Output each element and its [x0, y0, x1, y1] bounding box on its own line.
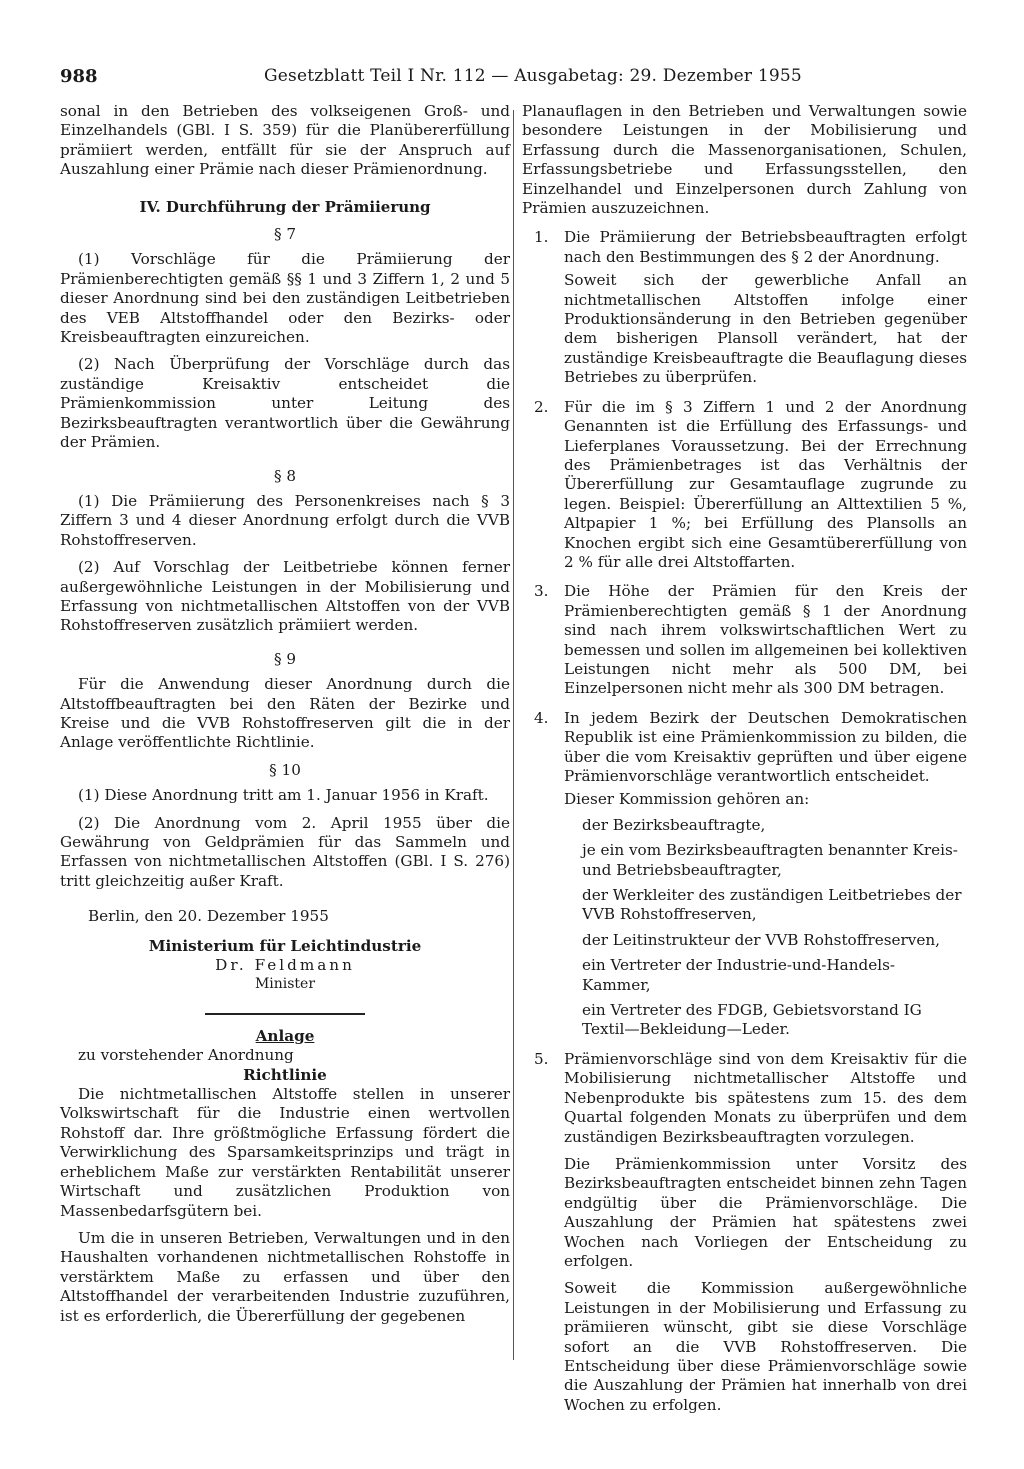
ministry-name: Ministerium für Leichtindustrie — [148, 936, 422, 955]
list-item-5 — [522, 1050, 967, 1147]
p7-abs1: (1) Vorschläge für die Prämiierung der Prämienberechtigten gemäß §§ 1 und 3 Ziffern 1, 2 und 5 dieser Anordnung sind bei den zuständigen Leitbetrieben des VEB Altstoffhandel oder den Bezirks- oder Kreisbeauftragten einzureichen. — [60, 250, 510, 347]
commission-member: der Werkleiter des zuständigen Leitbetriebes der VVB Rohstoffreserven, — [582, 886, 962, 924]
p10-abs2: (2) Die Anordnung vom 2. April 1955 über die Gewährung von Geldprämien für das Sammeln und Erfassen von nichtmetallischen Altstoffen (GBl. I S. 276) tritt gleichzeitig außer Kraft. — [60, 813, 510, 890]
right-column — [522, 102, 967, 1415]
right-intro: Planauflagen in den Betrieben und Verwaltungen sowie besondere Leistungen in der Mobilisierung und Erfassung durch die Massenorganisationen, Schulen, Erfassungsbetriebe und Erfassungsstellen, den Einzelhandel und Einzelpersonen durch Zahlung von Prämien auszuzeichnen. — [522, 102, 967, 218]
commission-member: der Bezirksbeauftragte, — [582, 815, 766, 834]
item-text: Die Prämiierung der Betriebsbeauftragten erfolgt nach den Bestimmungen des § 2 der Anordnung. — [564, 228, 967, 266]
anlage-subtitle: zu vorstehender Anordnung — [78, 1046, 294, 1065]
commission-member: der Leitinstrukteur der VVB Rohstoffreserven, — [582, 930, 940, 949]
anlage-title: Anlage — [255, 1026, 315, 1045]
commission-member: je ein vom Bezirksbeauftragten benannter Kreis- und Betriebsbeauftragter, — [582, 841, 958, 879]
p8-abs1: (1) Die Prämiierung des Personenkreises nach § 3 Ziffern 3 und 4 dieser Anordnung erfolgt durch die VVB Rohstoffreserven. — [60, 491, 510, 549]
intro-paragraph: sonal in den Betrieben des volkseigenen Groß- und Einzelhandels (GBl. I S. 359) für die Planübererfüllung prämiiert werden, entfällt für sie der Anspruch auf Auszahlung einer Prämie nach dieser Prämienordnung. — [60, 102, 510, 179]
list-item-3 — [522, 582, 967, 698]
item-number: 3. — [534, 582, 549, 601]
item-text: Die Höhe der Prämien für den Kreis der Prämienberechtigten gemäß § 1 der Anordnung sind nach ihrem volkswirtschaftlichen Wert zu bemessen und sollen im allgemeinen bei kollektiven Leistungen nicht mehr als 500 DM, bei Einzelpersonen nicht mehr als 300 DM betragen. — [564, 582, 967, 698]
column-divider — [513, 110, 514, 1360]
richtlinie-paragraph-2: Um die in unseren Betrieben, Verwaltungen und in den Haushalten vorhandenen nichtmetallischen Rohstoffe in verstärktem Maße zu erfassen und über den Altstoffhandel der verarbeitenden Industrie zuzuführen, ist es erforderlich, die Übererfüllung der gegebenen — [60, 1228, 510, 1325]
item-number: 2. — [534, 397, 549, 416]
richtlinie-paragraph-1: Die nichtmetallischen Altstoffe stellen in unserer Volkswirtschaft für die Industrie einen wertvollen Rohstoff dar. Ihre größtmögliche Erfassung fördert die Verwirklichung des Sparsamkeitsprinzips und trägt in erheblichem Maße zur verstärkten Rentabilität unserer Wirtschaft und zusätzlichen Produktion von Massenbedarfsgütern bei. — [60, 1085, 510, 1220]
list-item-2 — [522, 398, 967, 573]
list-item-1 — [522, 228, 967, 267]
item-text: Für die im § 3 Ziffern 1 und 2 der Anordnung Genannten ist die Erfüllung des Erfassungs- und Lieferplanes Voraussetzung. Bei der Errechnung des Prämienbetrages ist das Verhältnis der Übererfüllung zur Gesamtauflage zugrunde zu legen. Beispiel: Übererfüllung an Alttextilien 5 %, Altpapier 1 %; bei Erfüllung des Plansolls an Knochen ergibt sich eine Gesamtübererfüllung von 2 % für alle drei Altstoffarten. — [564, 397, 967, 571]
signer-name: Dr. Feldmann — [215, 956, 355, 975]
paragraph-sign-9: § 9 — [273, 649, 297, 668]
item-4-sub: Dieser Kommission gehören an: — [564, 790, 810, 809]
signing-date: Berlin, den 20. Dezember 1955 — [88, 907, 329, 926]
left-column — [60, 102, 510, 1326]
page-header — [60, 66, 965, 96]
divider-line — [205, 1013, 365, 1015]
signer-role: Minister — [254, 976, 316, 993]
paragraph-sign-7: § 7 — [273, 225, 297, 244]
item-number: 5. — [534, 1049, 549, 1068]
item-5-sub-2: Soweit die Kommission außergewöhnliche Leistungen in der Mobilisierung und Erfassung zu prämiieren wünscht, gibt sie diese Vorschläge sofort an die VVB Rohstoffreserven. Die Entscheidung über diese Prämienvorschläge sowie die Auszahlung der Prämien hat innerhalb von drei Wochen zu erfolgen. — [564, 1279, 967, 1414]
commission-member: ein Vertreter des FDGB, Gebietsvorstand IG Textil—Bekleidung—Leder. — [582, 1001, 922, 1039]
p9-text: Für die Anwendung dieser Anordnung durch die Altstoffbeauftragten bei den Räten der Bezirke und Kreise und die VVB Rohstoffreserven gilt die in der Anlage veröffentlichte Richtlinie. — [60, 675, 510, 752]
paragraph-sign-8: § 8 — [273, 466, 297, 485]
item-1-sub: Soweit sich der gewerbliche Anfall an nichtmetallischen Altstoffen infolge einer Produktionsänderung in den Betrieben gegenüber dem bisherigen Plansoll verändert, hat der zuständige Kreisbeauftragte die Beauflagung dieses Betriebes zu überprüfen. — [564, 271, 967, 387]
item-text: In jedem Bezirk der Deutschen Demokratischen Republik ist eine Prämienkommission zu bilden, die über die vom Kreisaktiv geprüften und über eigene Prämienvorschläge verantwortlich entscheidet. — [564, 708, 967, 785]
list-item-4 — [522, 709, 967, 787]
commission-member: ein Vertreter der Industrie-und-Handels-Kammer, — [582, 956, 896, 994]
richtlinie-title: Richtlinie — [243, 1065, 327, 1084]
item-number: 1. — [534, 228, 549, 247]
running-title: Gesetzblatt Teil I Nr. 112 — Ausgabetag: 29. Dezember 1955 — [264, 66, 802, 86]
page-number: 988 — [60, 66, 98, 87]
p7-abs2: (2) Nach Überprüfung der Vorschläge durch das zuständige Kreisaktiv entscheidet die Prämienkommission unter Leitung des Bezirksbeauftragten verantwortlich über die Gewährung der Prämien. — [60, 355, 510, 452]
paragraph-sign-10: § 10 — [269, 760, 301, 779]
item-5-sub-1: Die Prämienkommission unter Vorsitz des Bezirksbeauftragten entscheidet binnen zehn Tagen endgültig über die Prämienvorschläge. Die Auszahlung der Prämien hat spätestens zwei Wochen nach Vorliegen der Entscheidung zu erfolgen. — [564, 1154, 967, 1270]
p10-abs1: (1) Diese Anordnung tritt am 1. Januar 1956 in Kraft. — [78, 786, 489, 805]
item-number: 4. — [534, 708, 549, 727]
p8-abs2: (2) Auf Vorschlag der Leitbetriebe können ferner außergewöhnliche Leistungen in der Mobilisierung und Erfassung von nichtmetallischen Altstoffen von der VVB Rohstoffreserven zusätzlich prämiiert werden. — [60, 558, 510, 635]
item-text: Prämienvorschläge sind von dem Kreisaktiv für die Mobilisierung nichtmetallischer Altstoffe und Nebenprodukte bis spätestens zum 15. des dem Quartal folgenden Monats zu überprüfen und dem zuständigen Bezirksbeauftragten vorzulegen. — [564, 1049, 967, 1146]
section-heading: IV. Durchführung der Prämiierung — [139, 197, 431, 216]
